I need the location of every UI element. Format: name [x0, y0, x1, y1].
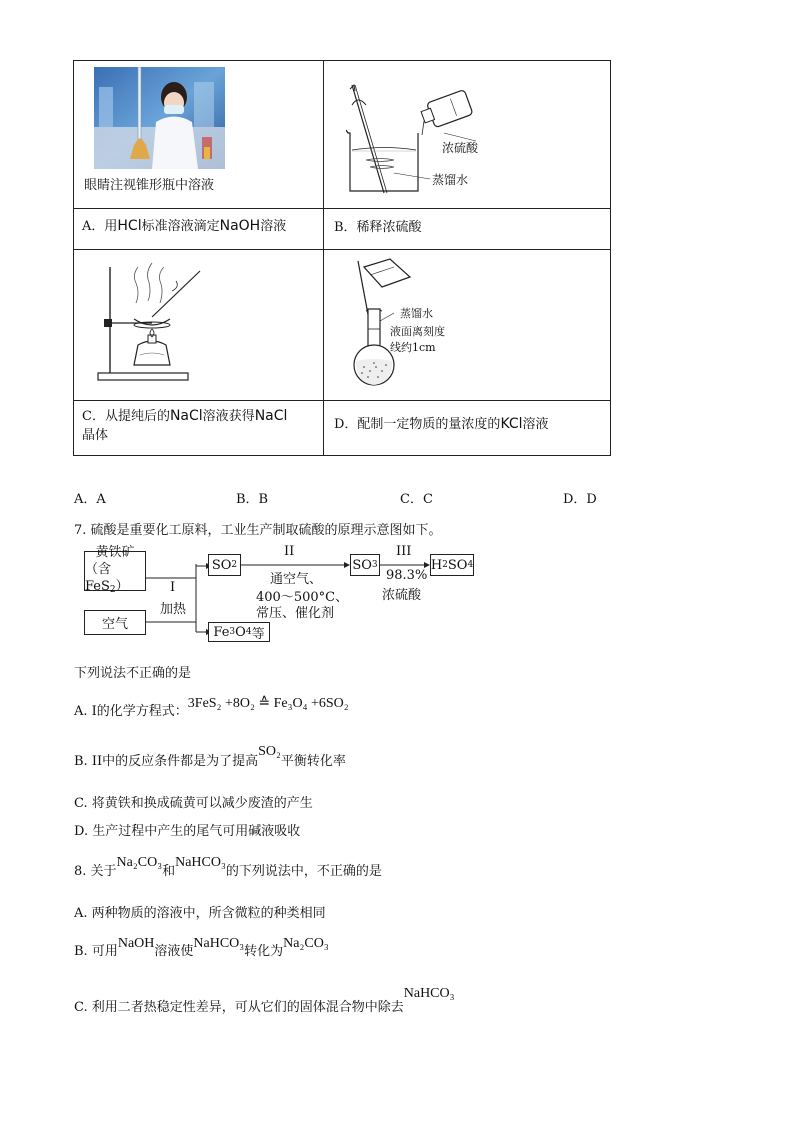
- dilution-diagram: [346, 75, 496, 195]
- evaporation-diagram: [96, 257, 216, 383]
- pyrite-box: 黄铁矿 （含FeS$_2$）: [84, 551, 146, 591]
- q8-option-a: A. 两种物质的溶液中，所含微粒的种类相同: [74, 906, 326, 921]
- q7-stem: 7. 硫酸是重要化工原料，工业生产制取硫酸的原理示意图如下。: [74, 523, 442, 538]
- step-3-condition-2: 浓硫酸: [382, 588, 422, 603]
- step-2-condition-2: 400～500°C、: [256, 590, 349, 605]
- table-divider: [323, 61, 324, 455]
- q7-option-b: B. II中的反应条件都是为了提高SO₂平衡转化率: [74, 744, 346, 769]
- so3-box: SO 3: [350, 554, 380, 576]
- step-3-label: III: [396, 544, 412, 559]
- option-c-label-line2: 晶体: [82, 428, 109, 443]
- step-2-condition-1: 通空气、: [270, 572, 323, 587]
- tag-distilled-water-d: 蒸馏水: [400, 307, 433, 320]
- q6-option-d: D．D: [563, 492, 597, 507]
- step-2-condition-3: 常压、催化剂: [256, 606, 335, 621]
- q6-option-a: A．A: [74, 492, 106, 507]
- q8-option-c: C. 利用二者热稳定性差异，可从它们的固体混合物中除去NaHCO₃: [74, 986, 455, 1015]
- tag-1cm: 线约1cm: [390, 341, 436, 354]
- fe3o4-box: Fe 3 O 4 等: [208, 622, 270, 642]
- q7-option-a: A. I的化学方程式：3FeS₂ +8O₂ ≙ Fe₃O₄ +6SO₂: [74, 696, 349, 719]
- step-1-label: I: [170, 580, 176, 595]
- step-2-label: II: [284, 544, 295, 559]
- table-divider: [74, 400, 610, 401]
- option-b-label: B．稀释浓硫酸: [334, 220, 422, 235]
- so2-box: SO 2: [208, 554, 241, 576]
- table-divider: [74, 249, 610, 250]
- q7-option-d: D. 生产过程中产生的尾气可用碱液吸收: [74, 824, 301, 839]
- q6-option-b: B．B: [236, 492, 269, 507]
- tag-conc-sulfuric: 浓硫酸: [442, 141, 479, 155]
- q6-option-c: C．C: [400, 492, 433, 507]
- option-c-label: C．从提纯后的NaCl溶液获得NaCl: [82, 408, 288, 424]
- question-6-table: [73, 60, 611, 456]
- step-3-condition-1: 98.3%: [386, 568, 428, 583]
- air-box: 空气: [84, 610, 146, 635]
- sulfuric-acid-flowchart: [84, 544, 484, 648]
- q8-option-b: B. 可用NaOH溶液使NaHCO₃转化为Na₂CO₃: [74, 936, 329, 959]
- option-d-label: D．配制一定物质的量浓度的KCl溶液: [334, 416, 549, 432]
- q7-option-c: C. 将黄铁和换成硫黄可以减少废渣的产生: [74, 796, 313, 811]
- step-1-condition: 加热: [160, 602, 187, 617]
- titration-photo: [94, 67, 225, 169]
- h2so4-box: H 2 SO 4: [430, 554, 474, 576]
- table-divider: [74, 208, 610, 209]
- q7-ask: 下列说法不正确的是: [74, 666, 192, 681]
- cell-a-note: 眼睛注视锥形瓶中溶液: [84, 178, 215, 193]
- option-a-label: A．用HCl标准溶液滴定NaOH溶液: [82, 218, 287, 234]
- q8-stem: 8. 关于Na₂CO₃和NaHCO₃的下列说法中，不正确的是: [74, 855, 382, 879]
- tag-distilled-water: 蒸馏水: [432, 173, 469, 187]
- tag-liquid-level: 液面离刻度: [390, 325, 445, 338]
